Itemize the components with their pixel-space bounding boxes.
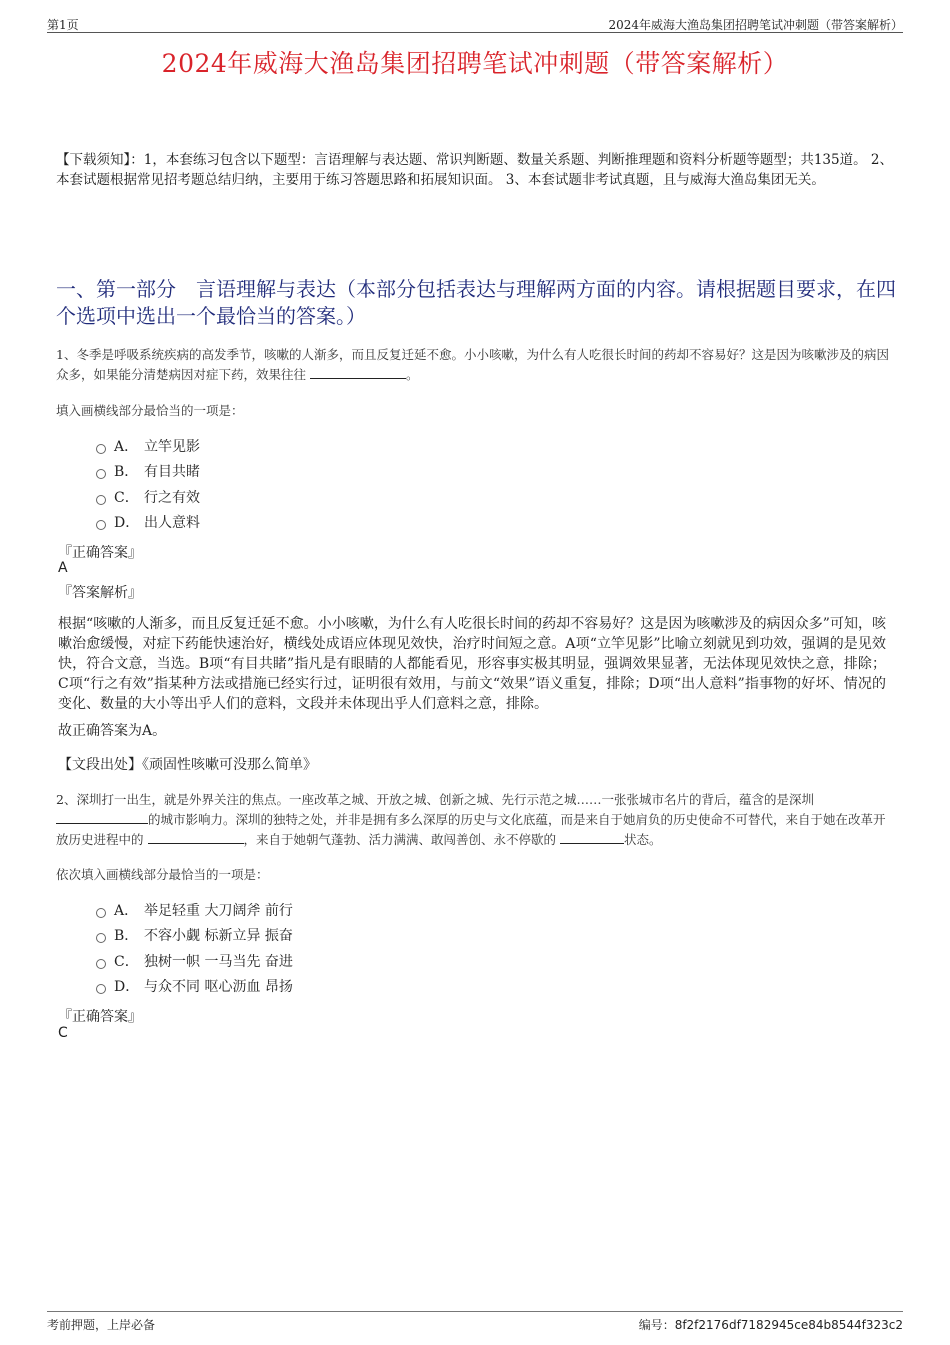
option-text: 立竿见影 <box>144 438 200 455</box>
option-letter: B． <box>114 464 139 481</box>
download-notice: 【下载须知】：1，本套练习包含以下题型：言语理解与表达题、常识判断题、数量关系题、判断推理题和资料分析题等题型；共135道。 2、本套试题根据常见招考题总结归纳，主要用于练习答题思路和拓展知识面。 3、本套试题非考试真题，且与威海大渔岛集团无关。 <box>56 152 893 188</box>
option-text: 举足轻重 大刀阔斧 前行 <box>144 902 293 919</box>
option-letter: D． <box>114 515 140 532</box>
radio-icon[interactable] <box>96 444 106 454</box>
option-c[interactable] <box>96 948 293 974</box>
answer-label: 『正确答案』 <box>58 545 142 561</box>
radio-icon[interactable] <box>96 520 106 530</box>
answer-blank <box>148 830 244 844</box>
option-text: 行之有效 <box>144 489 200 506</box>
radio-icon[interactable] <box>96 984 106 994</box>
question-1-text: 1、冬季是呼吸系统疾病的高发季节，咳嗽的人渐多，而且反复迁延不愈。小小咳嗽，为什么有人吃很长时间的药却不容易好？这是因为咳嗽涉及的病因众多，如果能分清楚病因对症下药，效果往往 <box>56 347 889 382</box>
answer-value: C <box>58 1025 68 1041</box>
question-1-options <box>96 433 200 535</box>
option-a[interactable] <box>96 433 200 459</box>
answer-value: A <box>58 560 68 576</box>
answer-blank <box>560 830 624 844</box>
option-letter: D． <box>114 979 140 996</box>
radio-icon[interactable] <box>96 469 106 479</box>
question-1-stem <box>56 345 894 385</box>
question-2-prompt: 依次填入画横线部分最恰当的一项是： <box>56 867 269 882</box>
answer-blank <box>310 365 406 379</box>
page-title: 2024年威海大渔岛集团招聘笔试冲刺题（带答案解析） <box>161 49 789 78</box>
radio-icon[interactable] <box>96 908 106 918</box>
option-a[interactable] <box>96 897 293 923</box>
question-2-text: 2、深圳打一出生，就是外界关注的焦点。一座改革之城、开放之城、创新之城、先行示范之城……一张张城市名片的背后，蕴含的是深圳 <box>56 792 814 807</box>
page-number: 第1页 <box>47 18 79 32</box>
source-citation: 【文段出处】《顽固性咳嗽可没那么简单》 <box>58 757 317 773</box>
option-letter: A． <box>114 438 139 455</box>
question-2-text: ，来自于她朝气蓬勃、活力满满、敢闯善创、永不停歇的 <box>243 832 557 847</box>
question-2-stem <box>56 790 894 850</box>
question-1-prompt: 填入画横线部分最恰当的一项是： <box>56 403 244 418</box>
option-letter: C． <box>114 489 139 506</box>
page-footer <box>47 1311 903 1332</box>
radio-icon[interactable] <box>96 495 106 505</box>
radio-icon[interactable] <box>96 959 106 969</box>
option-letter: C． <box>114 953 139 970</box>
option-letter: B． <box>114 928 139 945</box>
question-2-text: 的城市影响力。深圳的独特之处，并非是拥有多么深厚的历史与文化底蕴，而是来自于她肩负的历史使命不可替代，来自于她在改革开放历史进程中的 <box>56 812 886 847</box>
answer-label: 『正确答案』 <box>58 1009 142 1025</box>
question-2-options <box>96 897 293 999</box>
analysis-conclusion: 故正确答案为A。 <box>58 723 167 739</box>
option-d[interactable] <box>96 974 293 1000</box>
radio-icon[interactable] <box>96 933 106 943</box>
page-header <box>47 14 903 33</box>
option-b[interactable] <box>96 923 293 949</box>
option-d[interactable] <box>96 510 200 536</box>
header-doc-title: 2024年威海大渔岛集团招聘笔试冲刺题（带答案解析） <box>608 18 903 32</box>
option-text: 独树一帜 一马当先 奋进 <box>144 953 293 970</box>
question-2-text-end: 状态。 <box>624 832 662 847</box>
section-title: 一、第一部分 言语理解与表达（本部分包括表达与理解两方面的内容。请根据题目要求，在四个选项中选出一个最恰当的答案。） <box>56 277 896 328</box>
footer-slogan: 考前押题，上岸必备 <box>47 1318 156 1332</box>
option-c[interactable] <box>96 484 200 510</box>
option-text: 不容小觑 标新立异 振奋 <box>144 928 293 945</box>
footer-serial: 编号：8f2f2176df7182945ce84b8544f323c2 <box>638 1318 903 1332</box>
analysis-label: 『答案解析』 <box>58 585 142 601</box>
answer-blank <box>56 810 148 824</box>
option-text: 与众不同 呕心沥血 昂扬 <box>144 979 293 996</box>
option-b[interactable] <box>96 459 200 485</box>
option-letter: A． <box>114 902 139 919</box>
option-text: 出人意料 <box>144 515 200 532</box>
analysis-text: 根据“咳嗽的人渐多，而且反复迁延不愈。小小咳嗽，为什么有人吃很长时间的药却不容易好？这是因为咳嗽涉及的病因众多”可知，咳嗽治愈缓慢，对症下药能快速治好，横线处成语应体现见效快，治疗时间短之意。A项“立竿见影”比喻立刻就见到功效，强调的是见效快，符合文意，当选。B项“有目共睹”指凡是有眼睛的人都能看见，形容事实极其明显，强调效果显著，无法体现见效快之意，排除；C项“行之有效”指某种方法或措施已经实行过，证明很有效用，与前文“效果”语义重复，排除；D项“出人意料”指事物的好坏、情况的变化、数量的大小等出乎人们的意料，文段并未体现出乎人们意料之意，排除。 <box>58 616 886 712</box>
question-1-text-end: 。 <box>406 367 419 382</box>
option-text: 有目共睹 <box>144 464 200 481</box>
